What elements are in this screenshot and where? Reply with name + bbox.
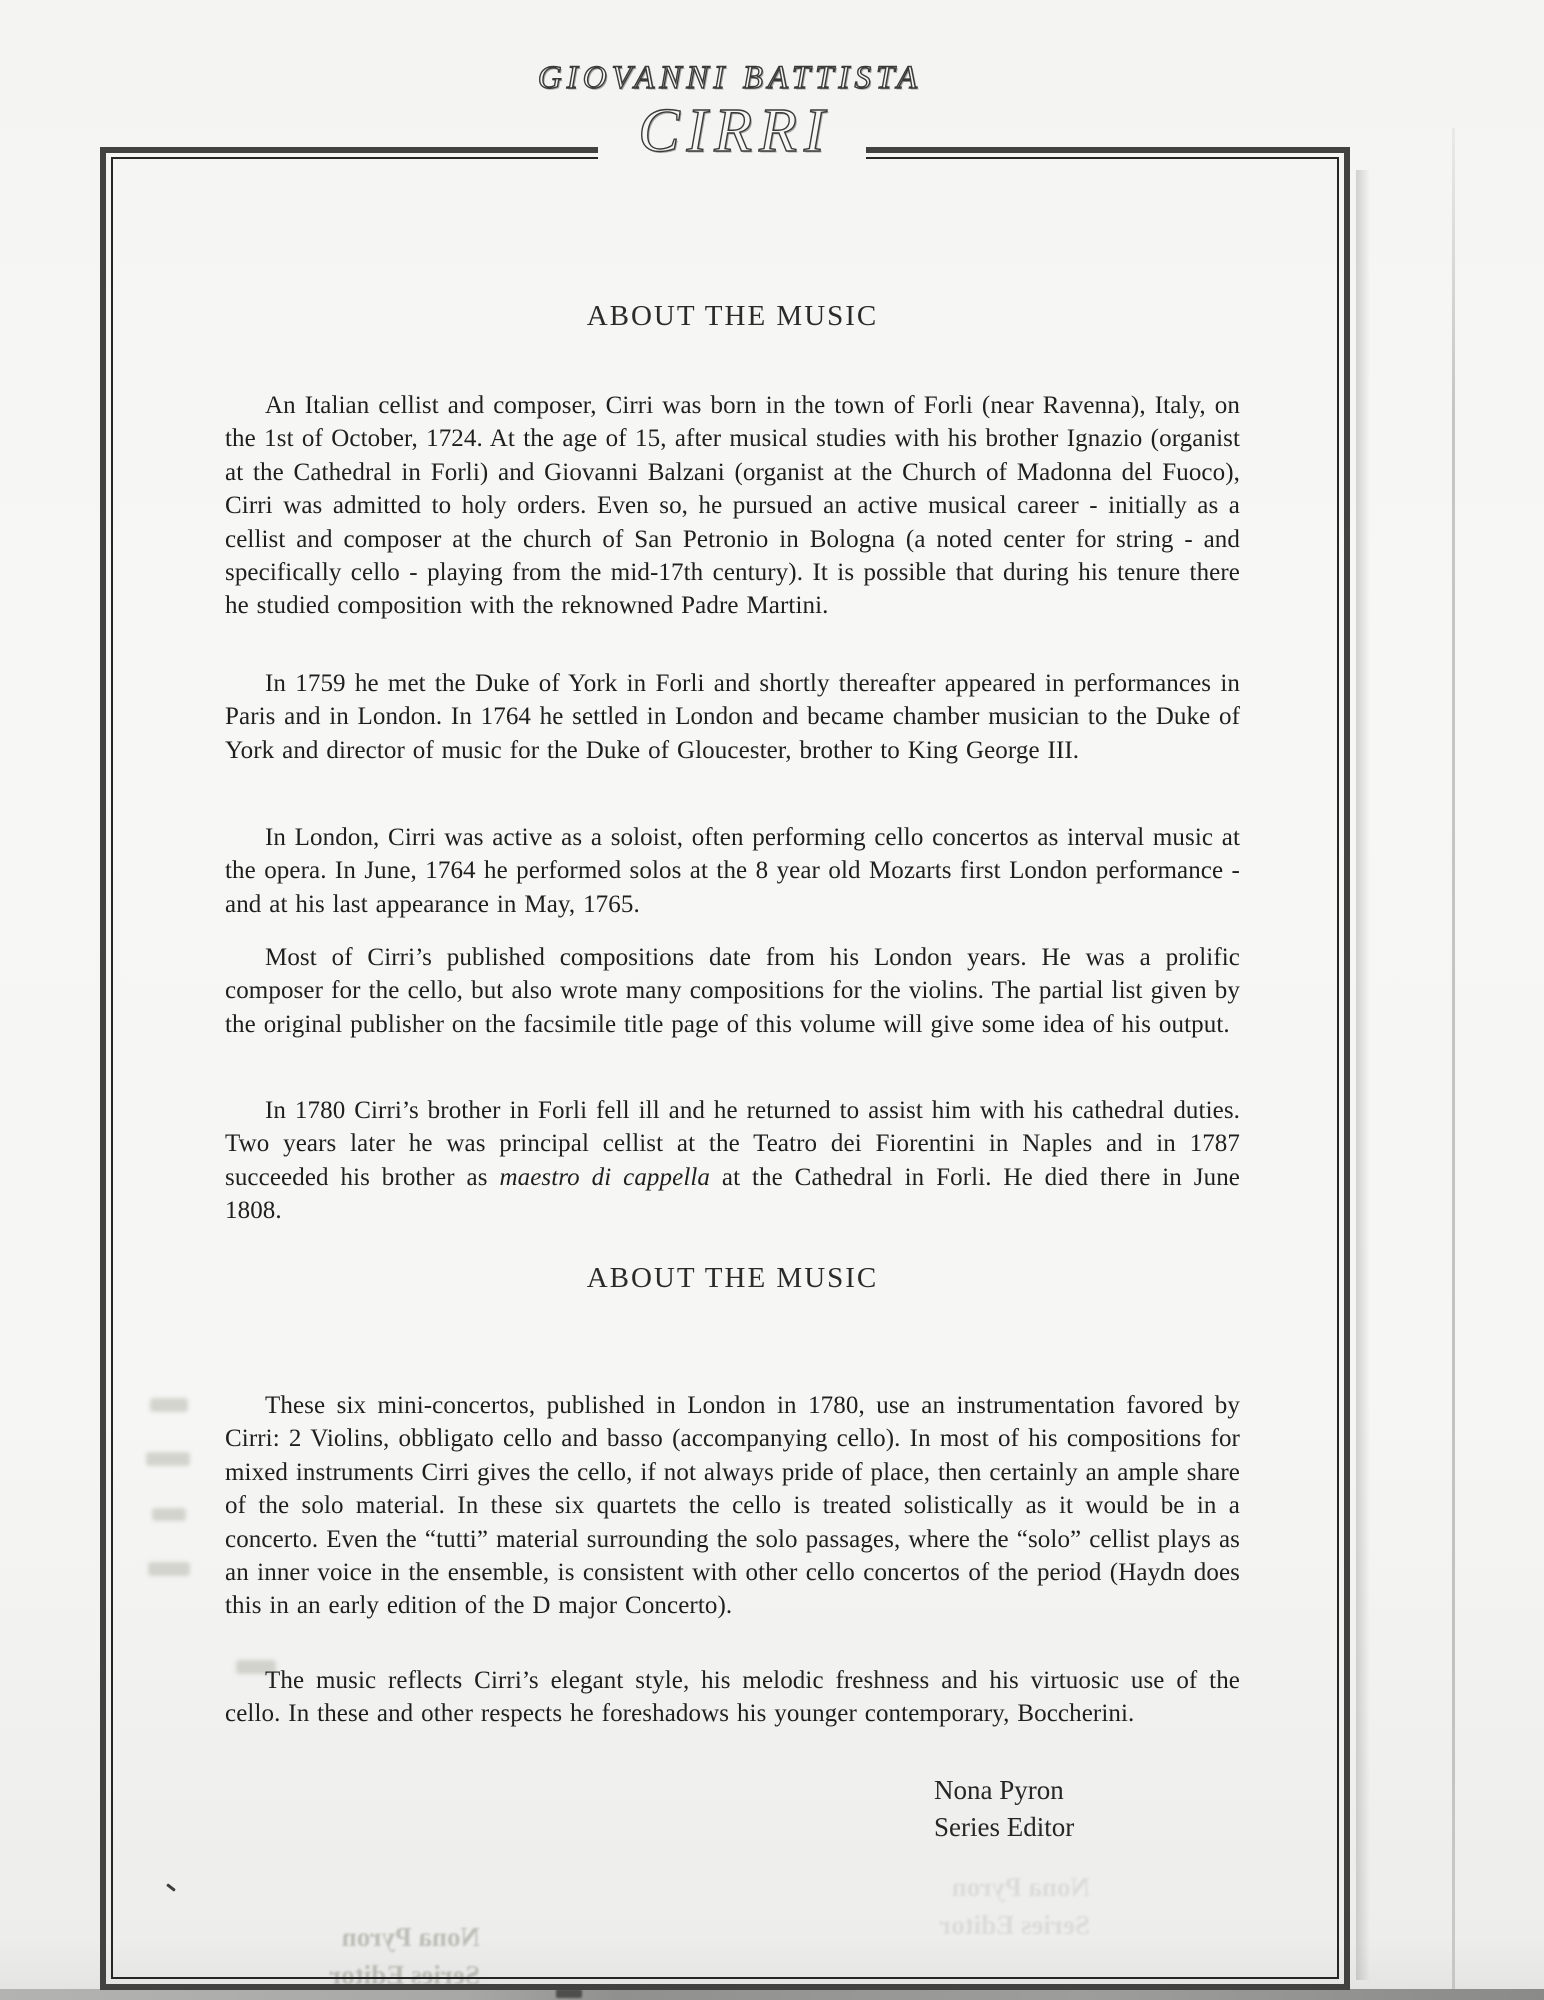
- paragraph-segment: In 1780 Cirri’s brother in Forli fell ill and he returned to assist him with his cathedral duties. Two years later he was principal cellist at the Teatro dei Fiorentini in Naples and in 1787 succeeded his brother as: [225, 1097, 1240, 1191]
- frame-shadow: [1356, 170, 1370, 1980]
- editor-name: Nona Pyron: [934, 1775, 1064, 1805]
- bleed-name: Nona Pyron: [341, 1922, 480, 1952]
- section-heading-about-the-music-1: ABOUT THE MUSIC: [586, 300, 879, 332]
- paragraph-london-soloist: In London, Cirri was active as a soloist, often performing cello concertos as interval music at the opera. In June, 1764 he performed solos at the 8 year old Mozarts first London performance - and at his last appearance in May, 1765.: [225, 824, 1240, 918]
- scan-bottom-mark: [556, 1989, 582, 1998]
- section-heading-about-the-music-2: ABOUT THE MUSIC: [586, 1262, 879, 1294]
- bleed-name: Nona Pyron: [951, 1872, 1090, 1902]
- editor-role: Series Editor: [934, 1812, 1075, 1842]
- paragraph-six-mini-concertos: These six mini-concertos, published in London in 1780, use an instrumentation favored by Cirri: 2 Violins, obbligato cello and basso (accompanying cello). In most of his compositions for mixed instruments Cirri gives the cello, if not always pride of place, then certainly an ample share of the solo material. In these six quartets the cello is treated solistically as it would be in a concerto. Even the “tutti” material surrounding the solo passages, where the “solo” cellist plays as an inner voice in the ensemble, is consistent with other cello concertos of the period (Haydn does this in an early edition of the D major Concerto).: [225, 1392, 1240, 1620]
- paragraph-segment: at the Cathedral in Forli. He died there in June 1808.: [225, 1163, 1240, 1225]
- paragraph-biography-birth: An Italian cellist and composer, Cirri was born in the town of Forli (near Ravenna), Italy, on the 1st of October, 1724. At the age of 15, after musical studies with his brother Ignazio (organist at the Cathedral in Forli) and Giovanni Balzani (organist at the Church of Madonna del Fuoco), Cirri was admitted to holy orders. Even so, he pursued an active musical career - initially as a cellist and composer at the church of San Petronio in Bologna (a noted center for string - and specifically cello - playing from the mid-17th century). It is possible that during his tenure there he studied composition with the reknowned Padre Martini.: [225, 392, 1240, 620]
- paragraph-elegant-style: The music reflects Cirri’s elegant style, his melodic freshness and his virtuosic use of the cello. In these and other respects he foreshadows his younger contemporary, Boccherini.: [225, 1667, 1240, 1728]
- italic-phrase-maestro-di-cappella: maestro di cappella: [499, 1163, 711, 1191]
- paragraph-duke-of-york: In 1759 he met the Duke of York in Forli and shortly thereafter appeared in performances in Paris and in London. In 1764 he settled in London and became chamber musician to the Duke of York and director of music for the Duke of Gloucester, brother to King George III.: [225, 670, 1240, 764]
- editor-signature: [934, 1772, 1074, 1846]
- composer-first-names: GIOVANNI BATTISTA: [537, 60, 923, 96]
- paragraph-return-to-forli: [225, 1094, 1240, 1228]
- bleed-role: Series Editor: [939, 1910, 1090, 1940]
- composer-surname: CIRRI: [638, 97, 832, 165]
- page-edge-shadow: [1452, 128, 1455, 1990]
- bleed-role: Series Editor: [329, 1960, 480, 1990]
- paragraph-published-compositions: Most of Cirri’s published compositions date from his London years. He was a prolific composer for the cello, but also wrote many compositions for the violins. The partial list given by the original publisher on the facsimile title page of this volume will give some idea of his output.: [225, 944, 1240, 1038]
